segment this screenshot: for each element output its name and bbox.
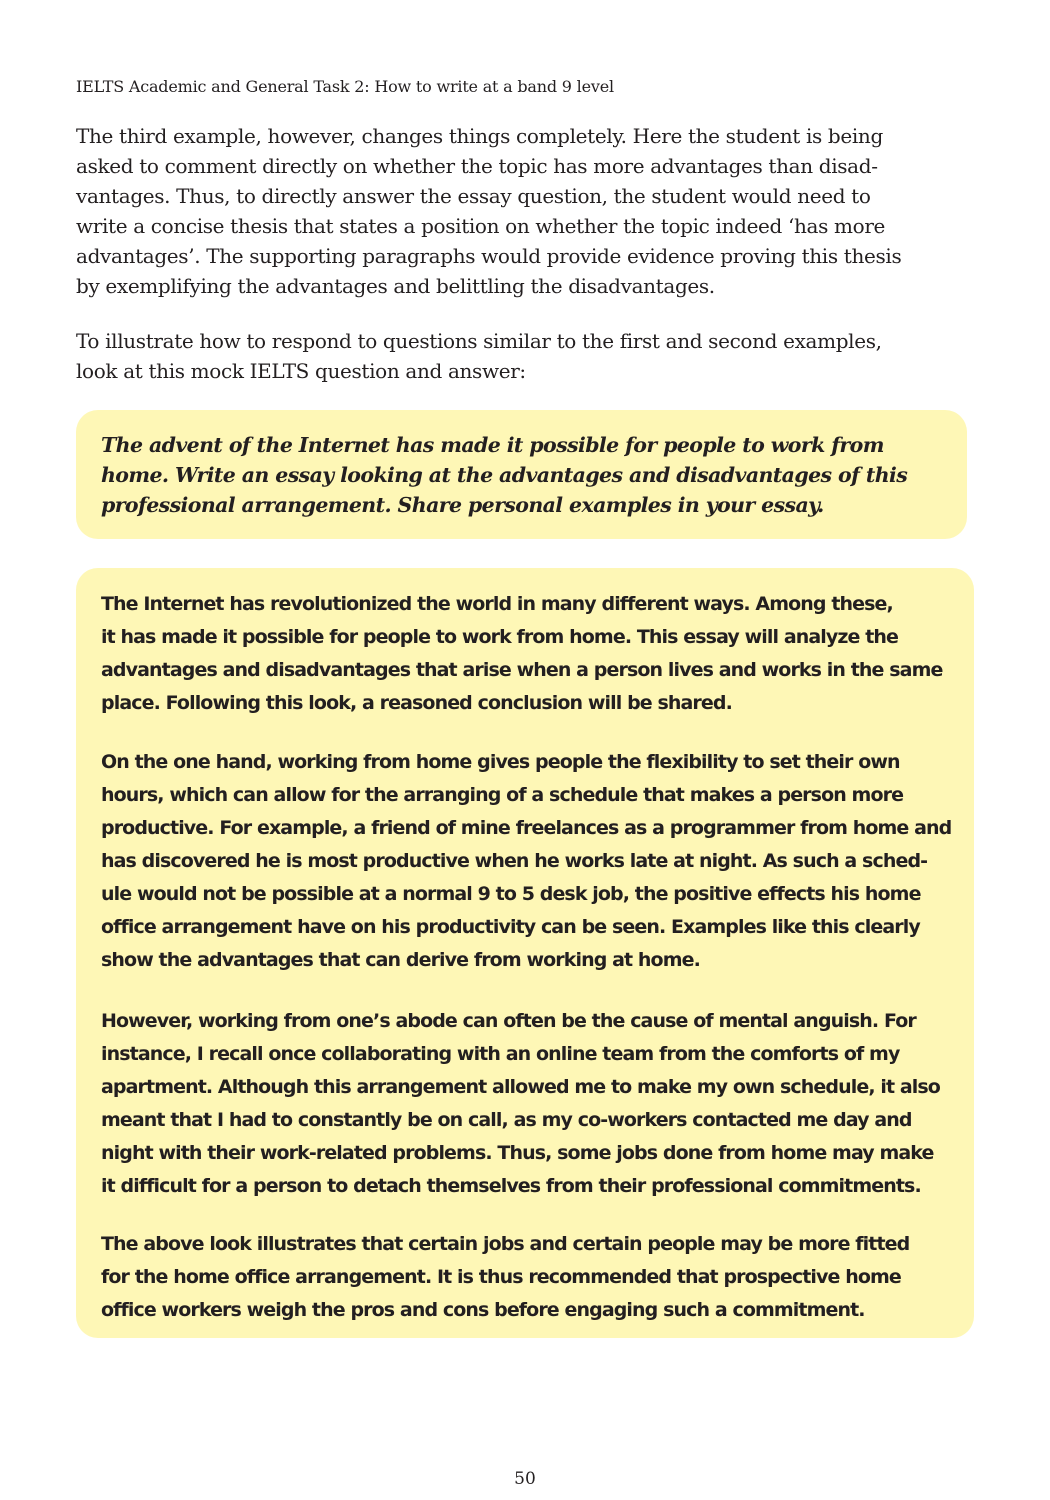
text-line: advantages’. The supporting paragraphs would provide evidence proving this thesis <box>76 244 902 268</box>
essay-line: ule would not be possible at a normal 9 to 5 desk job, the positive effects his home <box>101 883 921 905</box>
essay-line: productive. For example, a friend of mine freelances as a programmer from home and <box>101 817 952 839</box>
text-line: vantages. Thus, to directly answer the essay question, the student would need to <box>76 184 871 208</box>
essay-line: place. Following this look, a reasoned conclusion will be shared. <box>101 692 732 714</box>
text-line: To illustrate how to respond to questions similar to the first and second examples, <box>76 329 882 353</box>
essay-line: The above look illustrates that certain jobs and certain people may be more fitted <box>101 1233 910 1255</box>
essay-line: apartment. Although this arrangement allowed me to make my own schedule, it also <box>101 1076 940 1098</box>
essay-line: for the home office arrangement. It is thus recommended that prospective home <box>101 1266 901 1288</box>
essay-line: On the one hand, working from home gives people the flexibility to set their own <box>101 751 900 773</box>
essay-line: office arrangement have on his productivity can be seen. Examples like this clearly <box>101 916 920 938</box>
essay-line: However, working from one’s abode can often be the cause of mental anguish. For <box>101 1010 916 1032</box>
text-line: write a concise thesis that states a position on whether the topic indeed ‘has more <box>76 214 886 238</box>
essay-line: meant that I had to constantly be on call, as my co-workers contacted me day and <box>101 1109 912 1131</box>
question-line: home. Write an essay looking at the advantages and disadvantages of this <box>101 463 908 487</box>
question-box <box>76 410 967 539</box>
essay-line: instance, I recall once collaborating with an online team from the comforts of my <box>101 1043 900 1065</box>
essay-disadvantages-paragraph <box>101 1005 940 1203</box>
essay-line: show the advantages that can derive from working at home. <box>101 949 700 971</box>
text-line: The third example, however, changes things completely. Here the student is being <box>76 124 883 148</box>
question-line: The advent of the Internet has made it possible for people to work from <box>101 433 884 457</box>
essay-line: night with their work-related problems. Thus, some jobs done from home may make <box>101 1142 934 1164</box>
essay-line: it difficult for a person to detach themselves from their professional commitments. <box>101 1175 921 1197</box>
running-header: IELTS Academic and General Task 2: How to write at a band 9 level <box>76 77 614 96</box>
essay-line: has discovered he is most productive when he works late at night. As such a sched- <box>101 850 928 872</box>
essay-introduction <box>101 588 942 720</box>
essay-advantages-paragraph <box>101 746 951 977</box>
page-number: 50 <box>514 1469 536 1489</box>
essay-line: hours, which can allow for the arranging of a schedule that makes a person more <box>101 784 904 806</box>
essay-line: it has made it possible for people to work from home. This essay will analyze the <box>101 626 899 648</box>
intro-paragraph-1 <box>76 121 976 301</box>
essay-line: The Internet has revolutionized the world in many different ways. Among these, <box>101 593 893 615</box>
essay-line: advantages and disadvantages that arise when a person lives and works in the same <box>101 659 943 681</box>
essay-conclusion <box>101 1228 909 1327</box>
intro-paragraph-2 <box>76 326 976 386</box>
text-line: by exemplifying the advantages and belittling the disadvantages. <box>76 274 715 298</box>
question-line: professional arrangement. Share personal examples in your essay. <box>101 493 824 517</box>
essay-question <box>101 430 907 520</box>
text-line: look at this mock IELTS question and answer: <box>76 359 526 383</box>
essay-line: office workers weigh the pros and cons before engaging such a commitment. <box>101 1299 865 1321</box>
sample-essay-box <box>76 568 974 1338</box>
text-line: asked to comment directly on whether the topic has more advantages than disad- <box>76 154 878 178</box>
